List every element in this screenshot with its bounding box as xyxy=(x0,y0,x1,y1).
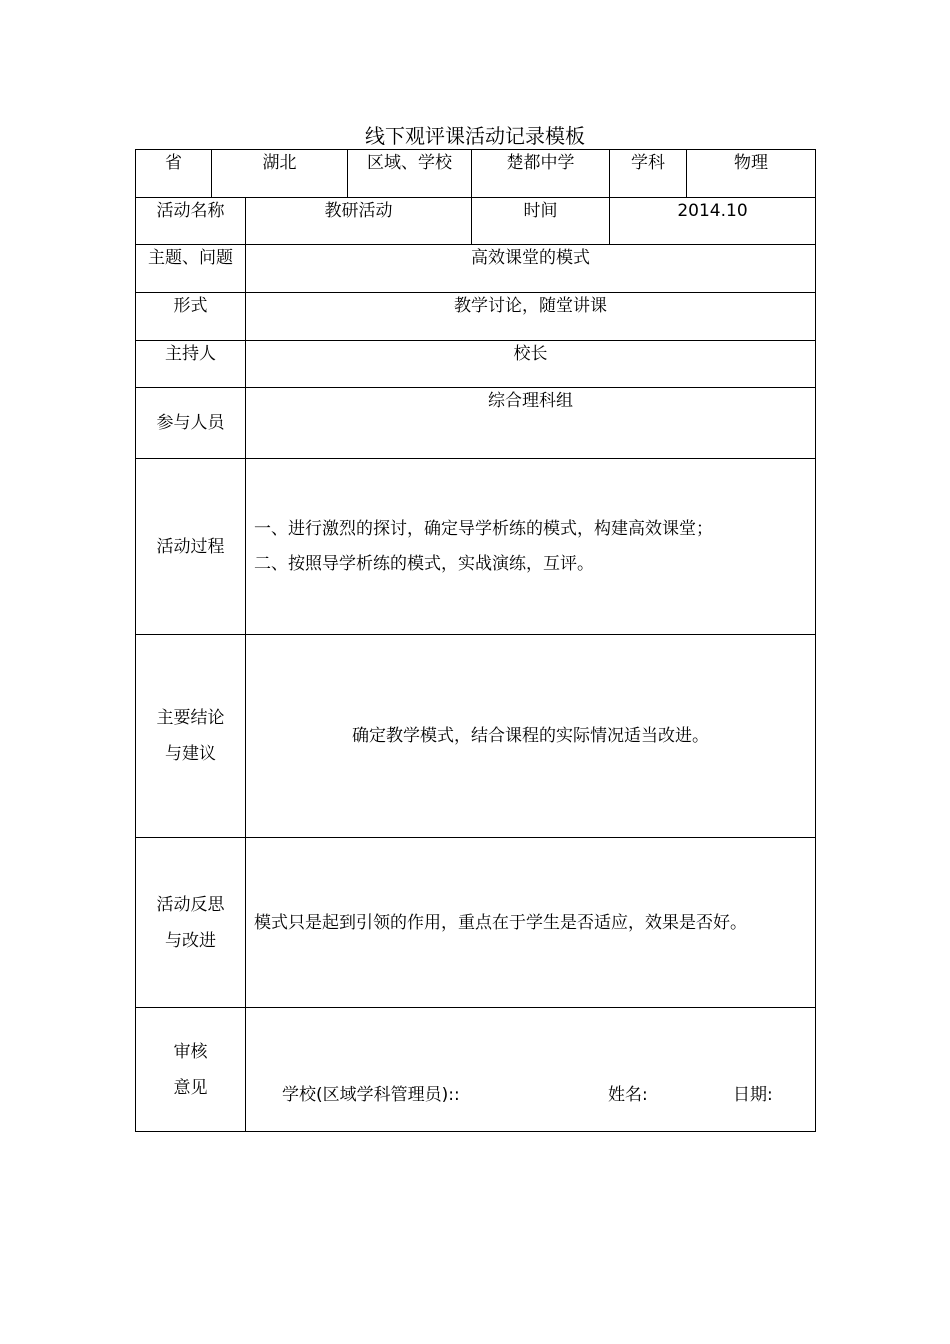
reflection-text: 模式只是起到引领的作用，重点在于学生是否适应，效果是否好。 xyxy=(254,912,747,933)
reflection-value xyxy=(246,838,816,1008)
process-line-1: 一、进行激烈的探讨，确定导学析练的模式，构建高效课堂； xyxy=(254,518,713,539)
activity-record-table xyxy=(135,149,816,1132)
participants-label: 参与人员 xyxy=(136,388,246,459)
topic-value: 高效课堂的模式 xyxy=(246,245,816,293)
review-row xyxy=(136,1008,816,1132)
host-label: 主持人 xyxy=(136,341,246,388)
review-signature-line xyxy=(246,1084,815,1108)
activity-time-label: 时间 xyxy=(472,198,610,245)
school-label: 区域、学校 xyxy=(348,150,472,198)
format-row xyxy=(136,293,816,341)
review-label xyxy=(136,1008,246,1132)
document-title: 线下观评课活动记录模板 xyxy=(365,124,585,148)
conclusion-value: 确定教学模式，结合课程的实际情况适当改进。 xyxy=(246,635,816,838)
review-date-field: 日期: xyxy=(733,1085,773,1105)
activity-name-value: 教研活动 xyxy=(246,198,472,245)
participants-value: 综合理科组 xyxy=(246,388,816,459)
subject-value: 物理 xyxy=(687,150,816,198)
host-row xyxy=(136,341,816,388)
reflection-label xyxy=(136,838,246,1008)
activity-name-label: 活动名称 xyxy=(136,198,246,245)
topic-label: 主题、问题 xyxy=(136,245,246,293)
conclusion-label xyxy=(136,635,246,838)
subject-label: 学科 xyxy=(610,150,687,198)
reflection-label-line-1: 活动反思 xyxy=(156,894,225,915)
reflection-row xyxy=(136,838,816,1008)
province-value: 湖北 xyxy=(212,150,348,198)
conclusion-label-line-1: 主要结论 xyxy=(156,708,225,728)
conclusion-label-line-2: 与建议 xyxy=(165,744,216,764)
activity-row xyxy=(136,198,816,245)
review-label-line-1: 审核 xyxy=(173,1041,208,1062)
province-label: 省 xyxy=(136,150,212,198)
format-value: 教学讨论，随堂讲课 xyxy=(246,293,816,341)
review-name-field: 姓名: xyxy=(608,1085,648,1105)
activity-time-value: 2014.10 xyxy=(610,198,816,245)
format-label: 形式 xyxy=(136,293,246,341)
process-label: 活动过程 xyxy=(136,459,246,635)
host-value: 校长 xyxy=(246,341,816,388)
review-school-field: 学校(区域学科管理员):: xyxy=(282,1085,460,1105)
process-content xyxy=(246,459,816,635)
school-value: 楚都中学 xyxy=(472,150,610,198)
review-content xyxy=(246,1008,816,1132)
reflection-label-line-2: 与改进 xyxy=(165,930,216,951)
review-label-line-2: 意见 xyxy=(173,1077,208,1098)
process-line-2: 二、按照导学析练的模式，实战演练，互评。 xyxy=(254,553,594,574)
process-row xyxy=(136,459,816,635)
conclusion-row xyxy=(136,635,816,838)
header-row xyxy=(136,150,816,198)
participants-row xyxy=(136,388,816,459)
topic-row xyxy=(136,245,816,293)
